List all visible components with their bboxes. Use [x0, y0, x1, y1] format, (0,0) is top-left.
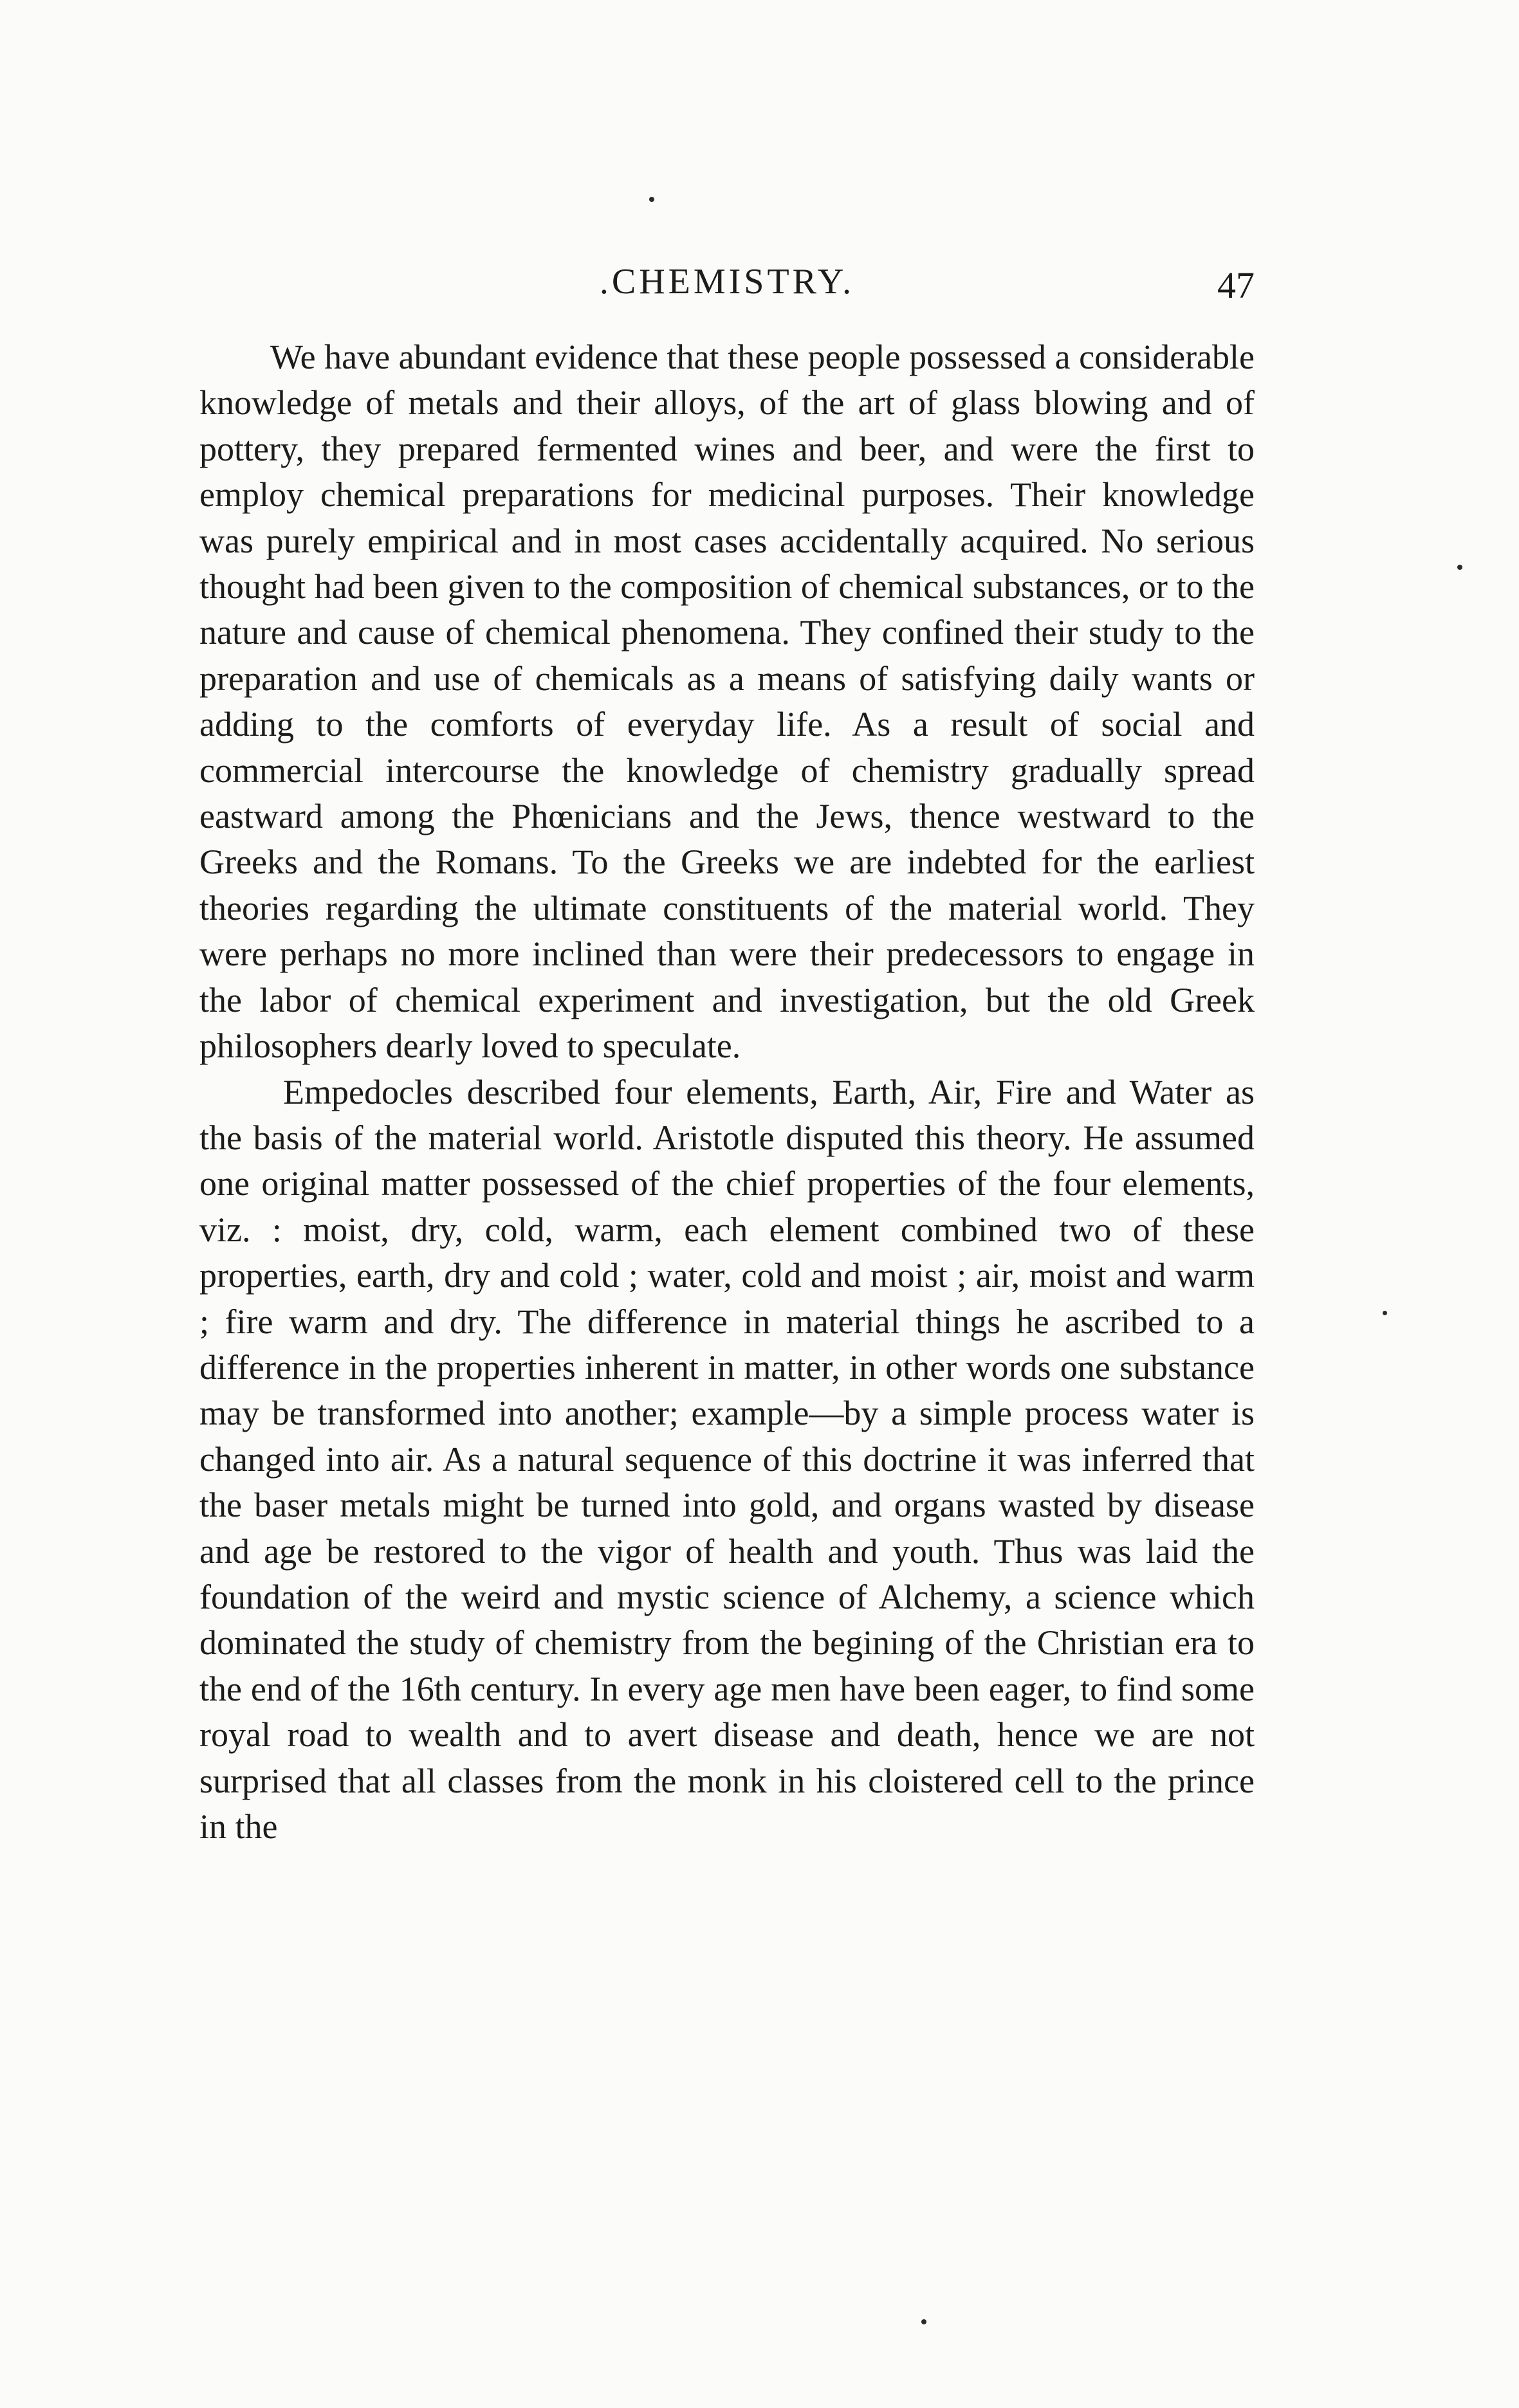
- ink-speck: [1457, 565, 1462, 570]
- ink-speck: [649, 197, 654, 202]
- paragraph: We have abundant evidence that these people possessed a considerable knowledge of metals and their alloys, of the art of glass blowing and of pottery, they prepared fermented wines and beer, and were the first to employ chemical preparations for medicinal purposes. Their knowledge was purely empirical and in most cases accidentally acquired. No serious thought had been given to the composition of chemical substances, or to the nature and cause of chemical phenomena. They confined their study to the preparation and use of chemicals as a means of satisfying daily wants or adding to the comforts of everyday life. As a result of social and commercial intercourse the knowledge of chemistry gradually spread eastward among the Phœnicians and the Jews, thence westward to the Greeks and the Romans. To the Greeks we are indebted for the earliest theories regarding the ultimate constituents of the material world. They were perhaps no more inclined than were their predecessors to engage in the labor of chemical experiment and investigation, but the old Greek philosophers dearly loved to speculate.: [199, 338, 1255, 1066]
- paragraph: Empedocles described four elements, Earth, Air, Fire and Water as the basis of the material world. Aristotle disputed this theory. He assumed one original matter possessed of the chief properties of the four elements, viz. : moist, dry, cold, warm, each element combined two of these properties, earth, dry and cold ; water, cold and moist ; air, moist and warm ; fire warm and dry. The difference in material things he ascribed to a difference in the properties inherent in matter, in other words one substance may be transformed into another; example—by a simple process water is changed into air. As a natural sequence of this doctrine it was inferred that the baser metals might be turned into gold, and organs wasted by disease and age be restored to the vigor of health and youth. Thus was laid the foundation of the weird and mystic science of Alchemy, a science which dominated the study of chemistry from the begining of the Christian era to the end of the 16th century. In every age men have been eager, to find some royal road to wealth and to avert disease and death, hence we are not surprised that all classes from the monk in his cloistered cell to the prince in the: [199, 1072, 1255, 1846]
- body-text: [199, 334, 1255, 1850]
- page-number: 47: [1217, 264, 1255, 306]
- ink-speck: [1383, 1311, 1387, 1315]
- ink-speck: [921, 2319, 926, 2324]
- running-title: .CHEMISTRY.: [599, 262, 855, 302]
- page-header: [199, 256, 1255, 307]
